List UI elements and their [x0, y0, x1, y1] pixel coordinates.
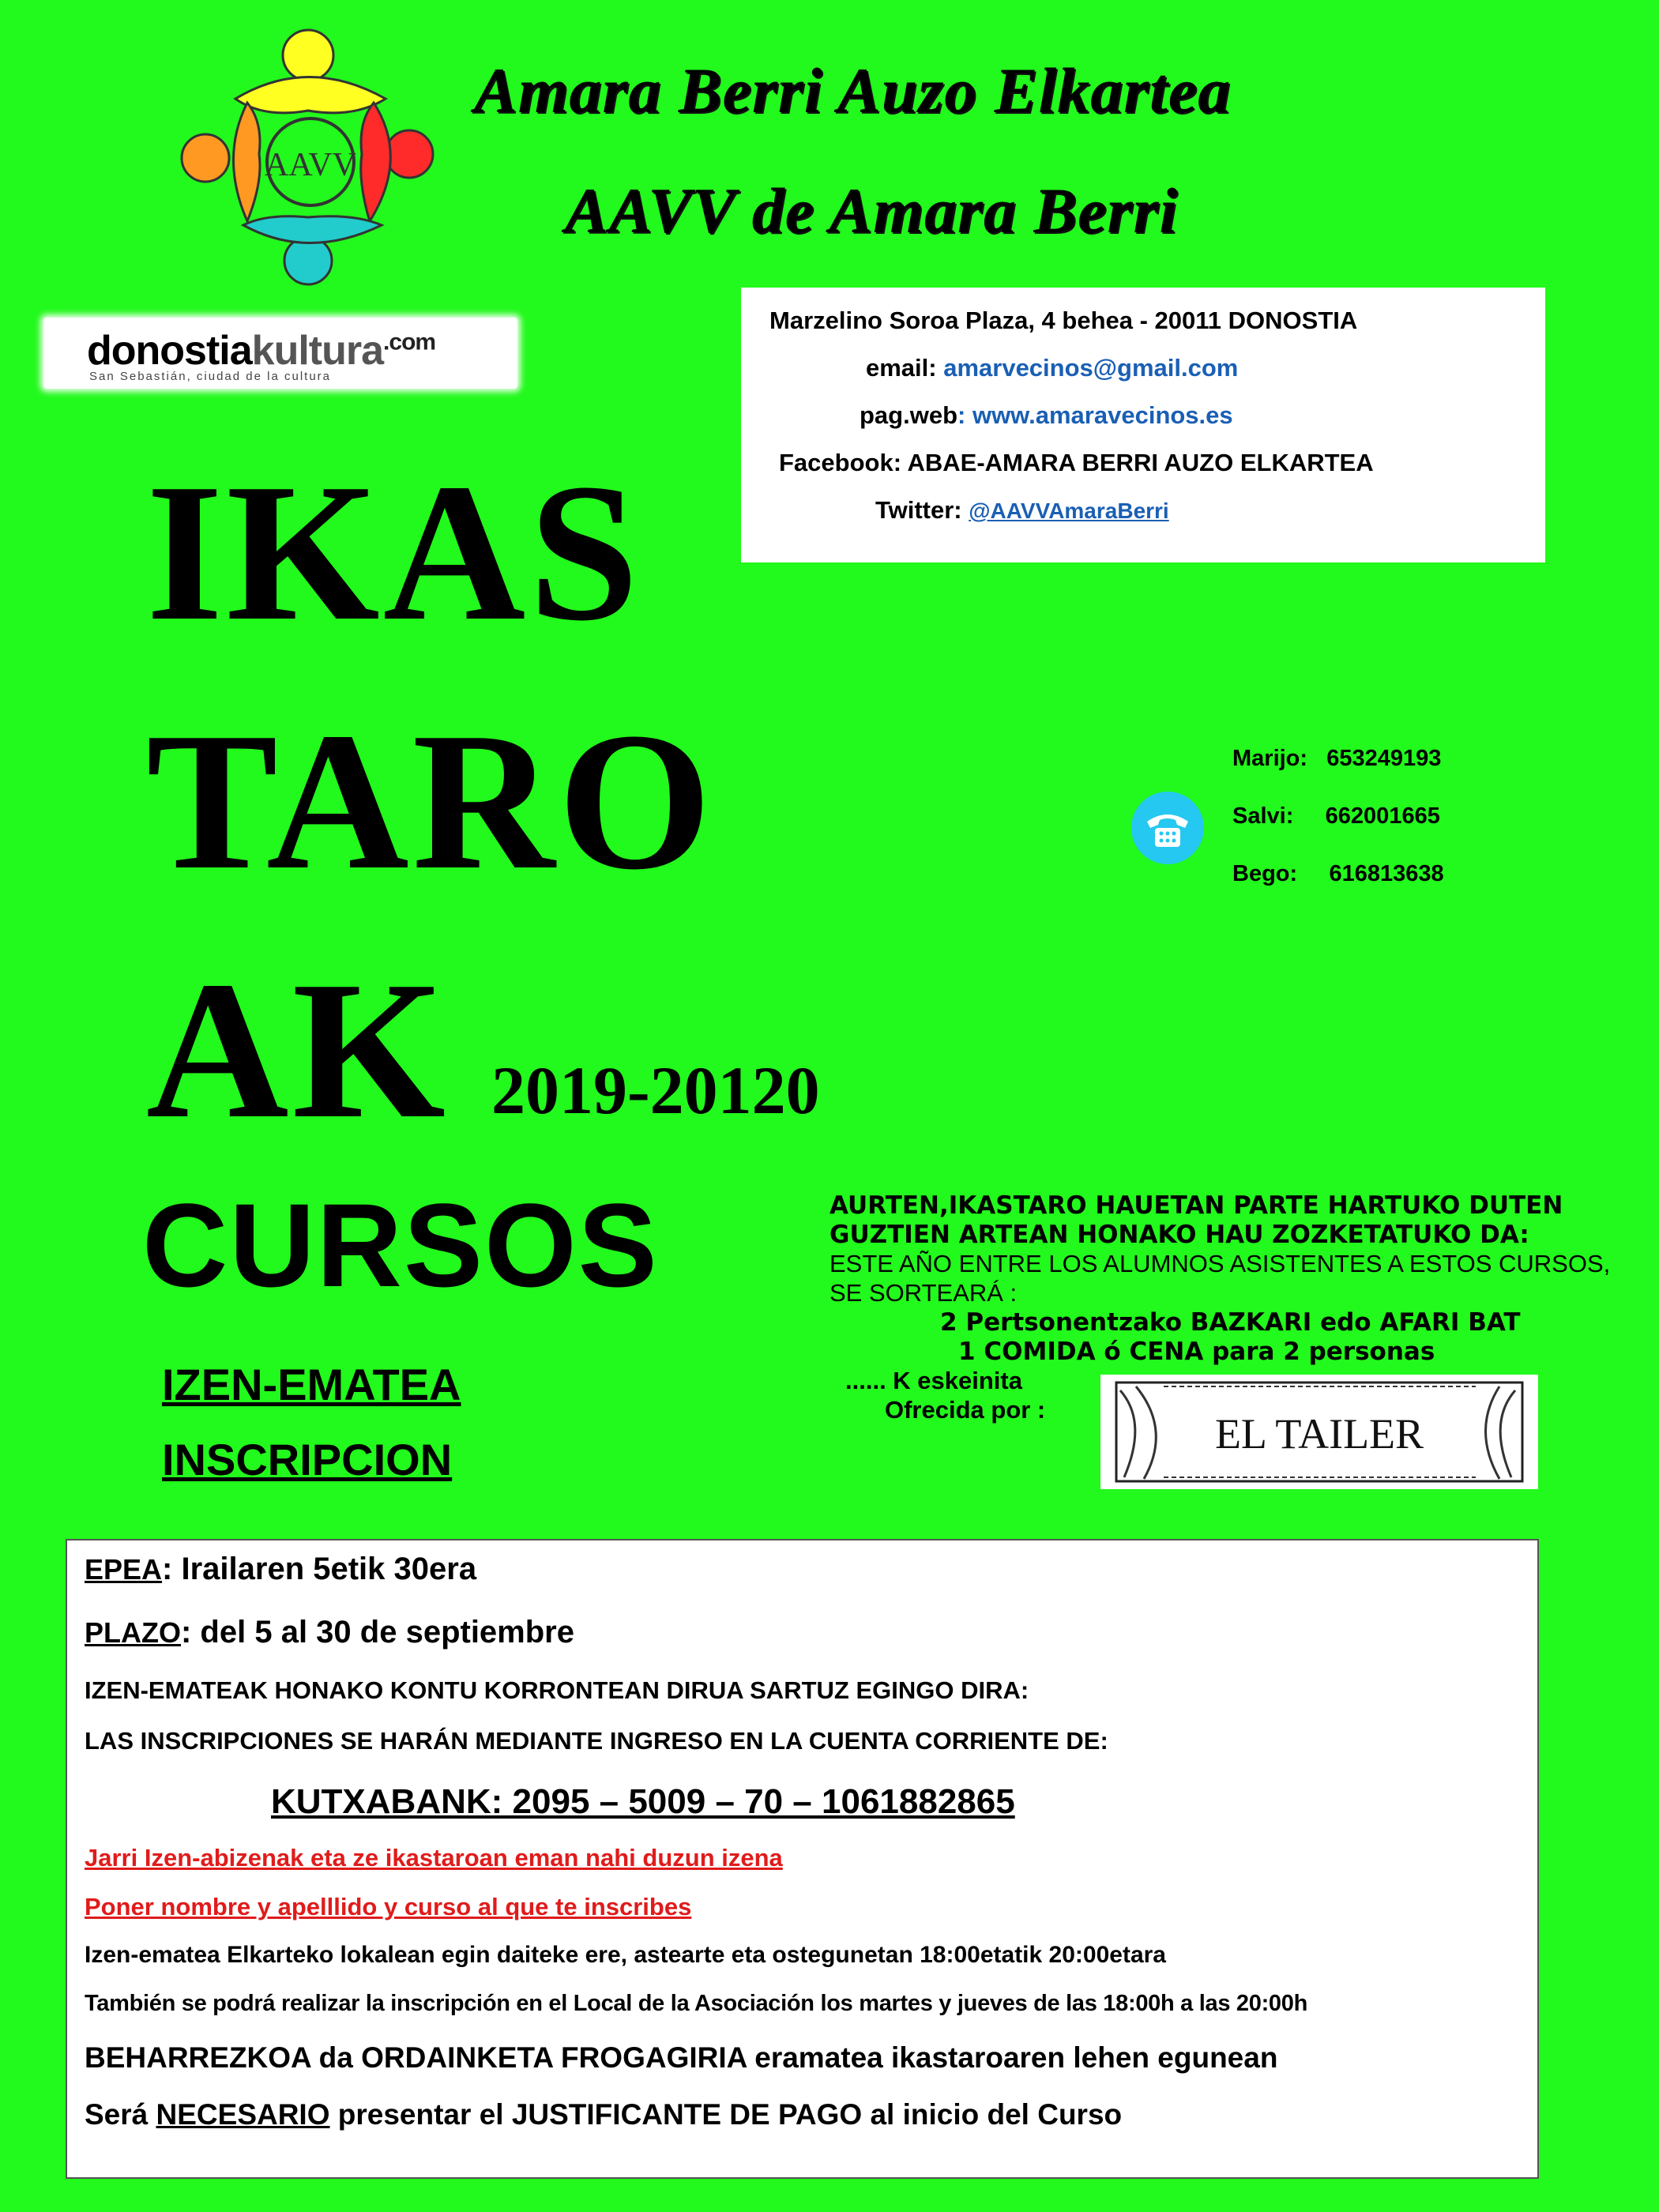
web-row	[860, 401, 1233, 430]
phone-name: Bego:	[1232, 861, 1298, 886]
telephone-icon	[1130, 790, 1206, 866]
local-note-basque: Izen-ematea Elkarteko lokalean egin daiteke ere, astearte eta ostegunetan 18:00etatik 20:00etara	[85, 1942, 1166, 1968]
plazo-label: PLAZO	[85, 1616, 181, 1649]
raffle-line-4: SE SORTEARÁ :	[830, 1279, 1018, 1307]
registration-info-box	[66, 1539, 1539, 2179]
logo-text: AAVV	[265, 147, 356, 183]
donostiakultura-tagline: San Sebastián, ciudad de la cultura	[89, 370, 331, 383]
dk-part-1: donostia	[87, 328, 252, 374]
twitter-link[interactable]: @AAVVAmaraBerri	[969, 498, 1169, 523]
web-label: pag.web	[860, 401, 958, 429]
email-row	[866, 354, 1238, 382]
phone-number: 616813638	[1329, 861, 1444, 886]
el-tailer-text: EL TAILER	[1214, 1410, 1424, 1458]
name-note-spanish: Poner nombre y apelllido y curso al que te inscribes	[85, 1893, 692, 1920]
title-line-3: AK	[146, 941, 449, 1160]
phone-row-2	[1232, 803, 1440, 830]
local-note-spanish: También se podrá realizar la inscripción en el Local de la Asociación los martes y jueves de las 18:00h a las 20:00h	[85, 1991, 1307, 2016]
contact-box	[741, 288, 1545, 562]
address: Marzelino Soroa Plaza, 4 behea - 20011 DONOSTIA	[769, 307, 1358, 334]
epea-value: : Irailaren 5etik 30era	[162, 1552, 477, 1586]
registration-label-spanish: INSCRIPCION	[162, 1435, 453, 1484]
association-logo	[172, 24, 445, 296]
facebook: Facebook: ABAE-AMARA BERRI AUZO ELKARTEA	[779, 449, 1374, 476]
epea-label: EPEA	[85, 1553, 163, 1586]
brand-name-basque: Amara Berri Auzo Elkartea	[474, 55, 1232, 126]
proof-es-1: Será	[85, 2098, 156, 2131]
raffle-line-1: AURTEN,IKASTARO HAUETAN PARTE HARTUKO DUTEN	[830, 1191, 1563, 1220]
account-note-spanish: LAS INSCRIPCIONES SE HARÁN MEDIANTE INGRESO EN LA CUENTA CORRIENTE DE:	[85, 1727, 1108, 1755]
raffle-line-3: ESTE AÑO ENTRE LOS ALUMNOS ASISTENTES A ESTOS CURSOS,	[830, 1250, 1611, 1277]
title-line-2: TARO	[146, 692, 715, 911]
epea-row	[85, 1552, 476, 1587]
raffle-prize-spanish: 1 COMIDA ó CENA para 2 personas	[958, 1337, 1435, 1366]
account-note-basque: IZEN-EMATEAK HONAKO KONTU KORRONTEAN DIRUA SARTUZ EGINGO DIRA:	[85, 1676, 1029, 1704]
proof-es-3: presentar el JUSTIFICANTE DE PAGO al inicio del Curso	[329, 2098, 1123, 2131]
twitter-row	[875, 496, 1169, 525]
donostiakultura-logo	[43, 318, 517, 389]
web-link[interactable]: : www.amaravecinos.es	[957, 401, 1233, 429]
email-label: email:	[866, 354, 944, 382]
twitter-label: Twitter:	[875, 496, 969, 524]
proof-note-spanish	[85, 2098, 1122, 2131]
raffle-prize-basque: 2 Pertsonentzako BAZKARI edo AFARI BAT	[940, 1308, 1521, 1337]
phone-name: Marijo:	[1232, 746, 1308, 771]
raffle-offered-spanish: Ofrecida por :	[885, 1396, 1046, 1424]
phone-name: Salvi:	[1232, 803, 1294, 829]
dk-part-2: kultura	[251, 328, 384, 374]
proof-es-2: NECESARIO	[156, 2098, 330, 2131]
brand-name-spanish: AAVV de Amara Berri	[565, 175, 1179, 246]
phone-row-1	[1232, 746, 1441, 772]
registration-label-basque: IZEN-EMATEA	[162, 1360, 461, 1409]
phone-row-3	[1232, 861, 1444, 887]
proof-note-basque: BEHARREZKOA da ORDAINKETA FROGAGIRIA eramatea ikastaroaren lehen egunean	[85, 2041, 1278, 2074]
email-link[interactable]: amarvecinos@gmail.com	[943, 354, 1239, 382]
title-line-1: IKAS	[146, 443, 642, 662]
dk-suffix: .com	[383, 329, 436, 356]
name-note-basque: Jarri Izen-abizenak eta ze ikastaroan eman nahi duzun izena	[85, 1844, 783, 1872]
plazo-row	[85, 1615, 574, 1650]
phone-number: 653249193	[1326, 746, 1442, 771]
title-subtitle: CURSOS	[142, 1179, 659, 1311]
plazo-value: : del 5 al 30 de septiembre	[181, 1615, 574, 1650]
title-year: 2019-20120	[491, 1052, 820, 1128]
el-tailer-logo	[1100, 1375, 1538, 1489]
raffle-line-2: GUZTIEN ARTEAN HONAKO HAU ZOZKETATUKO DA:	[830, 1221, 1529, 1249]
donostiakultura-name	[87, 327, 435, 374]
raffle-offered-basque: ...... K eskeinita	[845, 1367, 1022, 1394]
bank-account: KUTXABANK: 2095 – 5009 – 70 – 1061882865	[271, 1782, 1015, 1821]
phone-number: 662001665	[1325, 803, 1440, 829]
